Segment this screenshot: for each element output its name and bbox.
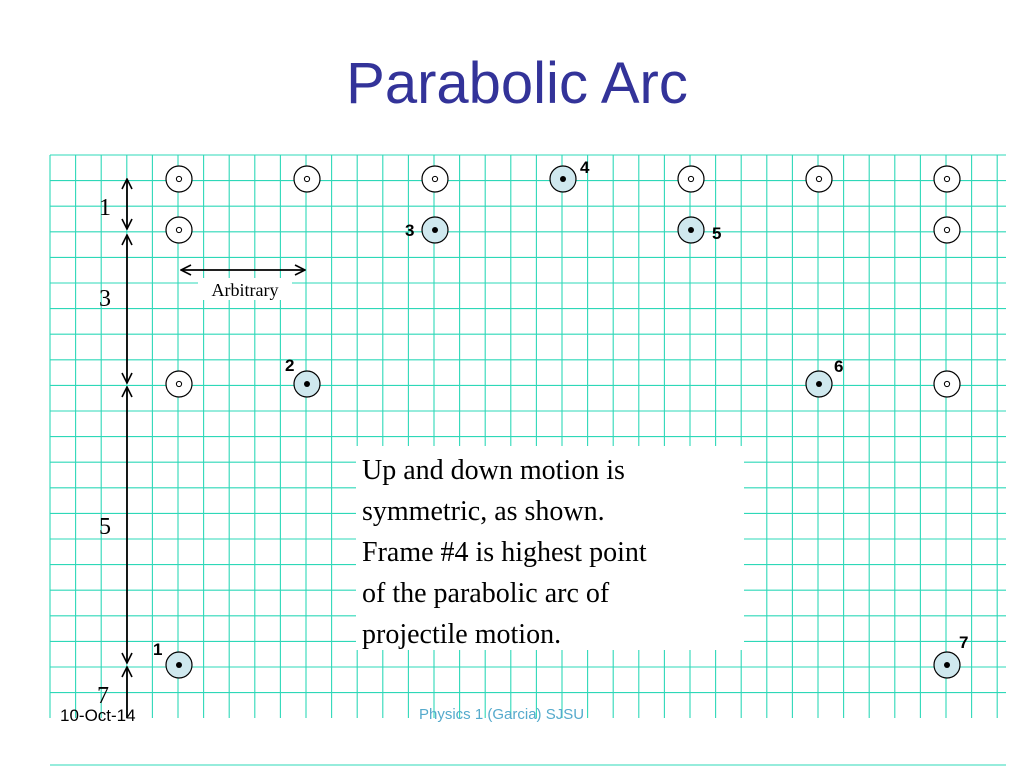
note-line: projectile motion.	[362, 619, 562, 650]
frame-ball-center	[432, 227, 438, 233]
note-line: symmetric, as shown.	[362, 496, 605, 527]
vertical-dimension-label: 1	[99, 195, 111, 221]
reference-marker-dot	[944, 381, 949, 386]
frame-label: 3	[405, 221, 415, 240]
note-line: Up and down motion is	[362, 455, 625, 486]
frame-ball-center	[560, 176, 566, 182]
vertical-dimension-label: 3	[99, 286, 111, 312]
reference-marker-dot	[688, 176, 693, 181]
dimension-arrows	[97, 179, 305, 718]
vertical-dimension-label: 5	[99, 514, 111, 540]
reference-marker-dot	[944, 227, 949, 232]
frame-label: 2	[285, 356, 295, 375]
reference-marker-dot	[944, 176, 949, 181]
frame-label: 5	[712, 224, 722, 243]
reference-marker-dot	[176, 227, 181, 232]
explanation-note	[356, 446, 744, 650]
page-title: Parabolic Arc	[346, 51, 688, 116]
horizontal-dimension-label: Arbitrary	[211, 280, 279, 300]
frame-ball-center	[688, 227, 694, 233]
frame-ball-center	[176, 662, 182, 668]
reference-marker-dot	[304, 176, 309, 181]
reference-marker-dot	[816, 176, 821, 181]
footer-date: 10-Oct-14	[60, 706, 136, 725]
vertical-dimension-label: 7	[97, 683, 109, 709]
reference-marker-dot	[176, 381, 181, 386]
frame-ball-center	[816, 381, 822, 387]
frame-ball-center	[304, 381, 310, 387]
note-line: Frame #4 is highest point	[362, 537, 647, 568]
note-line: of the parabolic arc of	[362, 578, 610, 609]
frame-label: 4	[580, 158, 590, 177]
frame-label: 1	[153, 640, 163, 659]
frame-ball-center	[944, 662, 950, 668]
frame-label: 6	[834, 357, 844, 376]
frame-label: 7	[959, 633, 969, 652]
footer-course: Physics 1 (Garcia) SJSU	[419, 706, 585, 723]
reference-marker-dot	[432, 176, 437, 181]
reference-marker-dot	[176, 176, 181, 181]
